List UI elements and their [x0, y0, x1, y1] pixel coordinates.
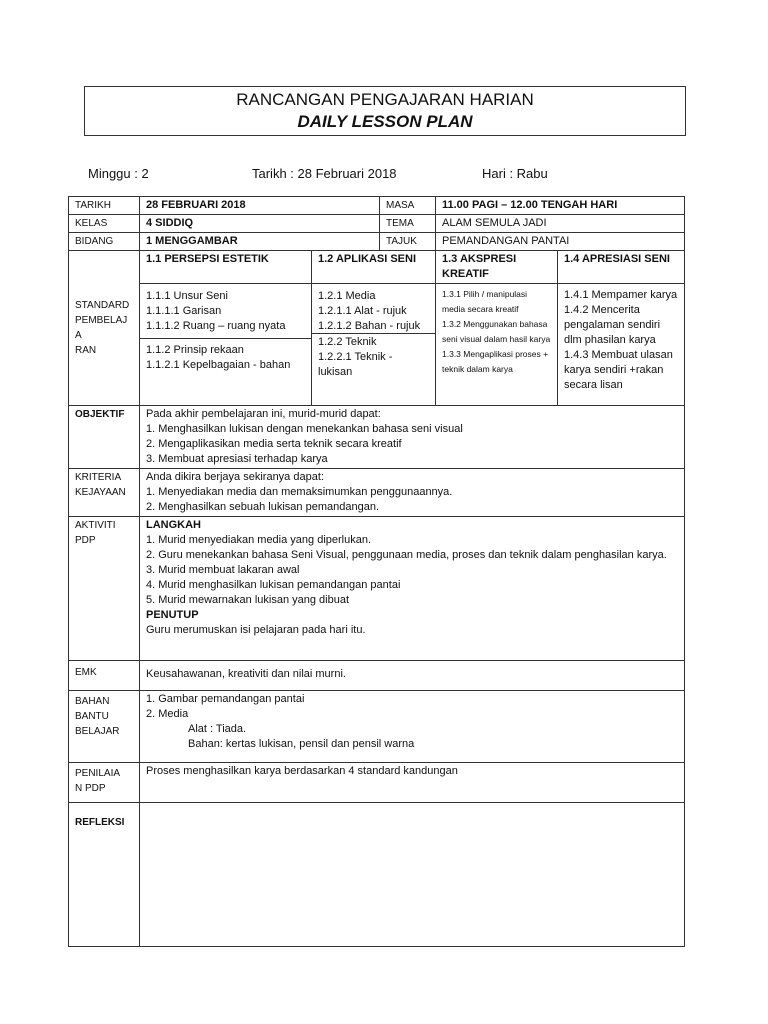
penilaian-label: PENILAIA N PDP — [69, 763, 140, 803]
tarikh-text: Tarikh : 28 Februari 2018 — [252, 166, 397, 181]
aktiviti-label: AKTIVITI PDP — [69, 517, 140, 661]
tajuk-value: PEMANDANGAN PANTAI — [436, 233, 685, 251]
standard-header-row — [69, 251, 685, 284]
kriteria-label: KRITERIA KEJAYAAN — [69, 469, 140, 517]
masa-value: 11.00 PAGI – 12.00 TENGAH HARI — [436, 197, 685, 215]
kelas-label: KELAS — [69, 215, 140, 233]
bahan-row — [69, 691, 685, 763]
standard-col-2-bottom: 1.2.2 Teknik 1.2.2.1 Teknik - lukisan — [318, 336, 393, 378]
objektif-content: Pada akhir pembelajaran ini, murid-murid dapat: 1. Menghasilkan lukisan dengan menekankan bahasa seni visual 2. Mengaplikasikan media serta teknik secara kreatif 3. Membuat apresiasi terhadap karya — [140, 406, 685, 469]
standard-col-1-top: 1.1.1 Unsur Seni 1.1.1.1 Garisan 1.1.1.2 Ruang – ruang nyata — [140, 284, 311, 339]
hari-text: Hari : Rabu — [482, 166, 548, 181]
standard-label: STANDARD PEMBELAJ A RAN — [69, 251, 140, 406]
refleksi-label: REFLEKSI — [69, 803, 140, 947]
bahan-content: 1. Gambar pemandangan pantai 2. Media Alat : Tiada. Bahan: kertas lukisan, pensil dan pensil warna — [140, 691, 685, 763]
aktiviti-row — [69, 517, 685, 661]
langkah-heading: LANGKAH — [146, 519, 201, 531]
tema-value: ALAM SEMULA JADI — [436, 215, 685, 233]
tema-label: TEMA — [380, 215, 436, 233]
kelas-value: 4 SIDDIQ — [140, 215, 380, 233]
tarikh-value: 28 FEBRUARI 2018 — [140, 197, 380, 215]
bidang-label: BIDANG — [69, 233, 140, 251]
standard-col-3: 1.3.1 Pilih / manipulasi media secara kreatif 1.3.2 Menggunakan bahasa seni visual dalam hasil karya 1.3.3 Mengaplikasi proses + teknik dalam karya — [436, 284, 558, 406]
emk-content: Keusahawanan, kreativiti dan nilai murni. — [140, 661, 685, 691]
minggu-text: Minggu : 2 — [88, 166, 149, 181]
objektif-label: OBJEKTIF — [69, 406, 140, 469]
bidang-value: 1 MENGGAMBAR — [140, 233, 380, 251]
kriteria-row — [69, 469, 685, 517]
standard-col-1-bottom: 1.1.2 Prinsip rekaan 1.1.2.1 Kepelbagaian - bahan — [146, 344, 291, 371]
standard-header-1: 1.1 PERSEPSI ESTETIK — [140, 251, 312, 284]
aktiviti-content: LANGKAH 1. Murid menyediakan media yang diperlukan. 2. Guru menekankan bahasa Seni Visual, penggunaan media, proses dan teknik dalam penghasilan karya. 3. Murid membuat lakaran awal 4. Murid menghasilkan lukisan pemandangan pantai 5. Murid mewarnakan lukisan yang dibuat PENUTUP Guru merumuskan isi pelajaran pada hari itu. — [140, 517, 685, 661]
standard-content-row — [69, 284, 685, 406]
lesson-plan-table — [68, 196, 685, 947]
page-title: RANCANGAN PENGAJARAN HARIAN — [236, 90, 534, 109]
page-subtitle: DAILY LESSON PLAN — [297, 112, 473, 131]
standard-header-4: 1.4 APRESIASI SENI — [558, 251, 685, 284]
masa-label: MASA — [380, 197, 436, 215]
row-bidang — [69, 233, 685, 251]
penilaian-row — [69, 763, 685, 803]
row-tarikh — [69, 197, 685, 215]
bahan-label: BAHAN BANTU BELAJAR — [69, 691, 140, 763]
emk-label: EMK — [69, 661, 140, 691]
kriteria-content: Anda dikira berjaya sekiranya dapat: 1. Menyediakan media dan memaksimumkan penggunaannya. 2. Menghasilkan sebuah lukisan pemandangan. — [140, 469, 685, 517]
title-box — [84, 86, 686, 136]
standard-col-1 — [140, 284, 312, 406]
penilaian-content: Proses menghasilkan karya berdasarkan 4 standard kandungan — [140, 763, 685, 803]
emk-row — [69, 661, 685, 691]
standard-col-2 — [312, 284, 436, 406]
standard-header-3: 1.3 AKSPRESI KREATIF — [436, 251, 558, 284]
row-kelas — [69, 215, 685, 233]
objektif-row — [69, 406, 685, 469]
refleksi-content — [140, 803, 685, 947]
tajuk-label: TAJUK — [380, 233, 436, 251]
standard-col-4: 1.4.1 Mempamer karya 1.4.2 Mencerita pengalaman sendiri dlm phasilan karya 1.4.3 Membuat ulasan karya sendiri +rakan secara lisan — [558, 284, 685, 406]
penutup-heading: PENUTUP — [146, 609, 199, 621]
tarikh-label: TARIKH — [69, 197, 140, 215]
standard-header-2: 1.2 APLIKASI SENI — [312, 251, 436, 284]
refleksi-row — [69, 803, 685, 947]
standard-col-2-top: 1.2.1 Media 1.2.1.1 Alat - rujuk 1.2.1.2 Bahan - rujuk — [312, 284, 435, 334]
